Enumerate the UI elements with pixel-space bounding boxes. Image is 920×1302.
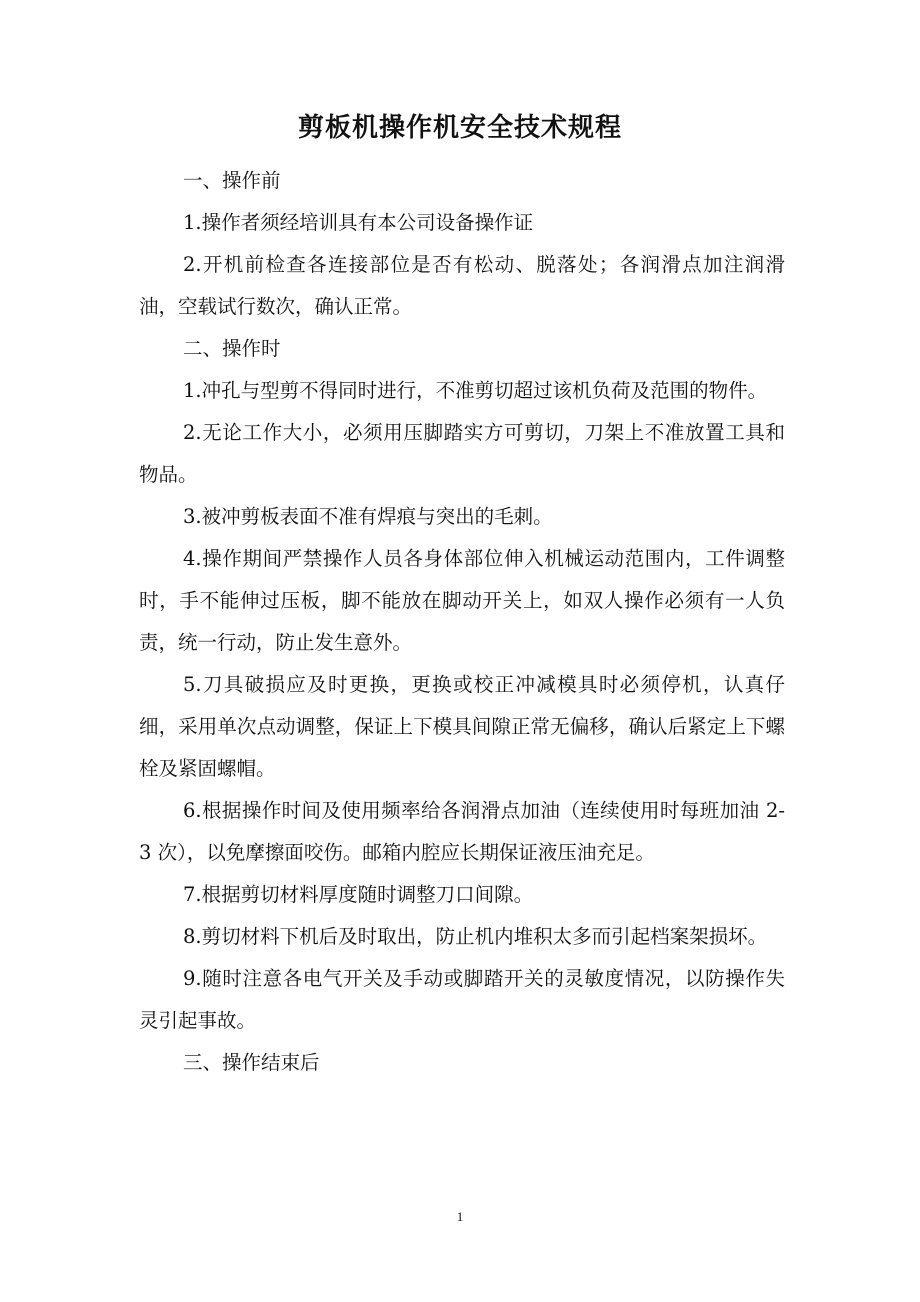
paragraph: 6.根据操作时间及使用频率给各润滑点加油（连续使用时每班加油 2-3 次），以免摩擦面咬伤。邮箱内腔应长期保证液压油充足。 — [139, 799, 785, 864]
paragraph: 7.根据剪切材料厚度随时调整刀口间隙。 — [183, 883, 534, 906]
paragraph: 2.无论工作大小，必须用压脚踏实方可剪切，刀架上不准放置工具和物品。 — [139, 421, 785, 486]
section-heading: 三、操作结束后 — [183, 1051, 320, 1074]
paragraph: 8.剪切材料下机后及时取出，防止机内堆积太多而引起档案架损坏。 — [183, 925, 768, 948]
paragraph: 3.被冲剪板表面不准有焊痕与突出的毛刺。 — [183, 505, 553, 528]
paragraph: 2.开机前检查各连接部位是否有松动、脱落处；各润滑点加注润滑油，空载试行数次，确认正常。 — [139, 253, 785, 318]
paragraph: 4.操作期间严禁操作人员各身体部位伸入机械运动范围内，工件调整时，手不能伸过压板，脚不能放在脚动开关上，如双人操作必须有一人负责，统一行动，防止发生意外。 — [139, 547, 785, 654]
section-heading: 一、操作前 — [183, 169, 281, 192]
document-body — [139, 160, 785, 1084]
paragraph: 9.随时注意各电气开关及手动或脚踏开关的灵敏度情况，以防操作失灵引起事故。 — [139, 967, 785, 1032]
page-number: 1 — [456, 1209, 464, 1224]
paragraph: 5.刀具破损应及时更换，更换或校正冲减模具时必须停机，认真仔细，采用单次点动调整，保证上下模具间隙正常无偏移，确认后紧定上下螺栓及紧固螺帽。 — [139, 673, 785, 780]
paragraph: 1.操作者须经培训具有本公司设备操作证 — [183, 211, 534, 234]
document-title: 剪板机操作机安全技术规程 — [297, 113, 622, 143]
section-heading: 二、操作时 — [183, 337, 281, 360]
paragraph: 1.冲孔与型剪不得同时进行，不准剪切超过该机负荷及范围的物件。 — [183, 379, 768, 402]
